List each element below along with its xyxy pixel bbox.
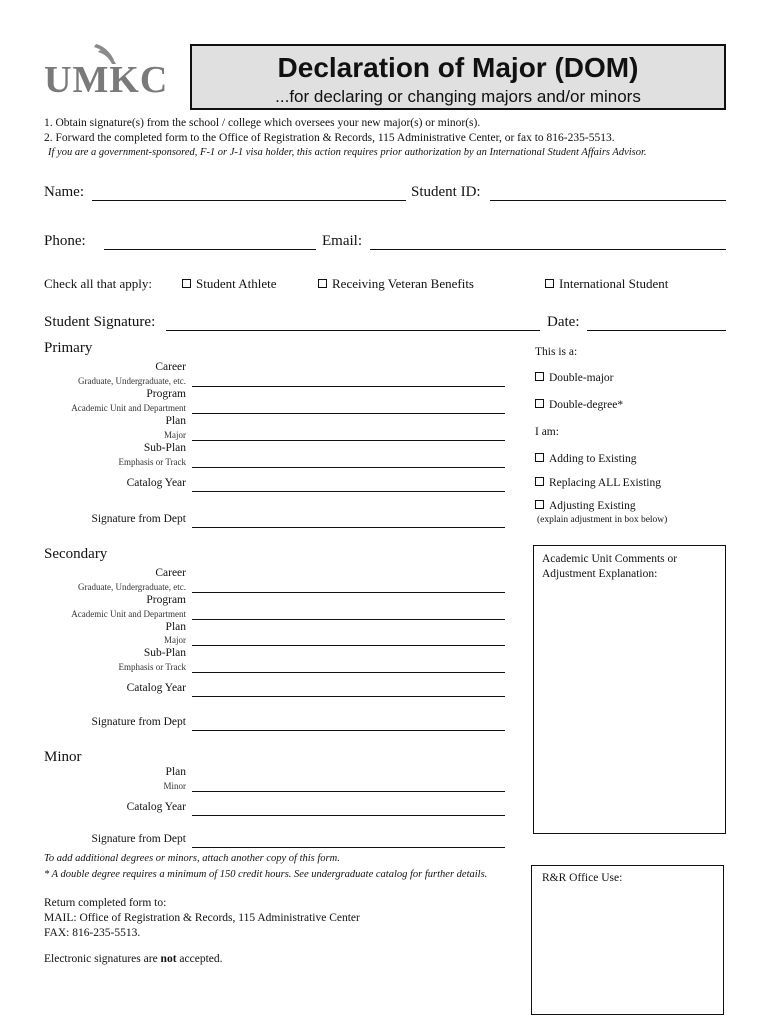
email-label: Email: (322, 233, 362, 249)
double-degree-label: Double-degree* (549, 399, 624, 411)
checkbox-icon (535, 399, 544, 408)
office-use-label: R&R Office Use: (542, 872, 623, 884)
primary-subplan-hint: Emphasis or Track (118, 457, 186, 467)
return-form-heading: Return completed form to: (44, 897, 167, 909)
double-major-checkbox[interactable] (535, 372, 614, 384)
this-is-a-label: This is a: (535, 346, 578, 358)
secondary-program-hint: Academic Unit and Department (71, 609, 186, 619)
phone-label: Phone: (44, 233, 86, 249)
i-am-label: I am: (535, 426, 559, 438)
date-label: Date: (547, 314, 580, 330)
minor-plan-label: Plan (165, 766, 186, 778)
secondary-signature-dept-label: Signature from Dept (91, 716, 186, 728)
minor-plan-hint: Minor (163, 781, 186, 791)
checkbox-icon (535, 477, 544, 486)
secondary-career-field[interactable] (192, 592, 505, 593)
primary-career-hint: Graduate, Undergraduate, etc. (77, 376, 186, 386)
primary-program-field[interactable] (192, 413, 505, 414)
checkbox-icon (545, 279, 554, 288)
umkc-logo (44, 40, 174, 100)
checkbox-icon (535, 453, 544, 462)
student-id-field[interactable] (490, 200, 726, 201)
minor-signature-dept-label: Signature from Dept (91, 833, 186, 845)
phone-field[interactable] (104, 249, 316, 250)
esig-text-post: accepted. (176, 953, 223, 965)
secondary-plan-field[interactable] (192, 645, 505, 646)
student-athlete-checkbox[interactable] (182, 276, 277, 292)
logo-text: UMKC (44, 59, 169, 101)
minor-signature-dept-field[interactable] (192, 847, 505, 848)
secondary-plan-hint: Major (164, 635, 186, 645)
primary-program-label: Program (146, 388, 186, 400)
student-signature-field[interactable] (166, 330, 540, 331)
primary-signature-dept-label: Signature from Dept (91, 513, 186, 525)
adjusting-existing-checkbox[interactable] (535, 500, 636, 512)
veteran-benefits-checkbox[interactable] (318, 276, 474, 292)
primary-subplan-field[interactable] (192, 467, 505, 468)
student-id-label: Student ID: (411, 184, 481, 200)
secondary-subplan-hint: Emphasis or Track (118, 662, 186, 672)
esig-text-bold: not (160, 953, 177, 965)
secondary-career-hint: Graduate, Undergraduate, etc. (77, 582, 186, 592)
comments-box[interactable] (533, 545, 726, 834)
secondary-catalog-year-field[interactable] (192, 696, 505, 697)
secondary-signature-dept-field[interactable] (192, 730, 505, 731)
electronic-signature-note (44, 953, 223, 965)
primary-career-field[interactable] (192, 386, 505, 387)
esig-text-pre: Electronic signatures are (44, 953, 161, 965)
student-athlete-label: Student Athlete (196, 276, 277, 291)
international-student-label: International Student (559, 276, 669, 291)
international-student-checkbox[interactable] (545, 276, 668, 292)
title-box (190, 44, 726, 110)
secondary-catalog-year-label: Catalog Year (126, 682, 186, 694)
secondary-career-label: Career (155, 567, 186, 579)
instruction-2: 2. Forward the completed form to the Office of Registration & Records, 115 Administrative Center, or fax to 816-235-5513. (44, 132, 615, 144)
primary-program-hint: Academic Unit and Department (71, 403, 186, 413)
minor-catalog-year-label: Catalog Year (126, 801, 186, 813)
return-mail-address: MAIL: Office of Registration & Records, 115 Administrative Center (44, 912, 360, 924)
footer-note-additional: To add additional degrees or minors, attach another copy of this form. (44, 853, 340, 864)
primary-career-label: Career (155, 361, 186, 373)
minor-catalog-year-field[interactable] (192, 815, 505, 816)
instruction-visa-note: If you are a government-sponsored, F-1 or J-1 visa holder, this action requires prior authorization by an International Student Affairs Advisor. (48, 147, 647, 158)
page-subtitle: ...for declaring or changing majors and/or minors (275, 87, 641, 106)
adjusting-note: (explain adjustment in box below) (537, 515, 668, 525)
student-signature-label: Student Signature: (44, 314, 156, 330)
primary-subplan-label: Sub-Plan (143, 442, 186, 454)
adjusting-existing-label: Adjusting Existing (549, 500, 636, 512)
name-field[interactable] (92, 200, 406, 201)
replacing-existing-checkbox[interactable] (535, 477, 661, 489)
office-use-box (531, 865, 724, 1015)
adding-existing-checkbox[interactable] (535, 453, 637, 465)
footer-note-double-degree: * A double degree requires a minimum of 150 credit hours. See undergraduate catalog for further details. (44, 869, 488, 880)
name-label: Name: (44, 184, 84, 200)
primary-catalog-year-label: Catalog Year (126, 477, 186, 489)
secondary-plan-label: Plan (165, 621, 186, 633)
primary-catalog-year-field[interactable] (192, 491, 505, 492)
checkbox-icon (318, 279, 327, 288)
page-title: Declaration of Major (DOM) (277, 52, 639, 83)
veteran-benefits-label: Receiving Veteran Benefits (332, 276, 474, 291)
secondary-program-field[interactable] (192, 619, 505, 620)
primary-plan-hint: Major (164, 430, 186, 440)
secondary-subplan-field[interactable] (192, 672, 505, 673)
minor-plan-field[interactable] (192, 791, 505, 792)
comments-label: Academic Unit Comments or Adjustment Explanation: (542, 553, 678, 580)
checkbox-icon (535, 372, 544, 381)
primary-plan-field[interactable] (192, 440, 505, 441)
secondary-heading: Secondary (44, 546, 108, 562)
adding-existing-label: Adding to Existing (549, 453, 637, 465)
minor-heading: Minor (44, 749, 82, 765)
return-fax: FAX: 816-235-5513. (44, 927, 141, 939)
primary-plan-label: Plan (165, 415, 186, 427)
date-field[interactable] (587, 330, 726, 331)
secondary-subplan-label: Sub-Plan (143, 647, 186, 659)
double-degree-checkbox[interactable] (535, 399, 623, 411)
instruction-1: 1. Obtain signature(s) from the school / college which oversees your new major(s) or minor(s). (44, 117, 481, 129)
checkbox-icon (535, 500, 544, 509)
secondary-program-label: Program (146, 594, 186, 606)
primary-heading: Primary (44, 340, 93, 356)
primary-signature-dept-field[interactable] (192, 527, 505, 528)
email-field[interactable] (370, 249, 726, 250)
double-major-label: Double-major (549, 372, 614, 384)
replacing-existing-label: Replacing ALL Existing (549, 477, 662, 489)
checkbox-icon (182, 279, 191, 288)
check-all-label: Check all that apply: (44, 276, 152, 291)
